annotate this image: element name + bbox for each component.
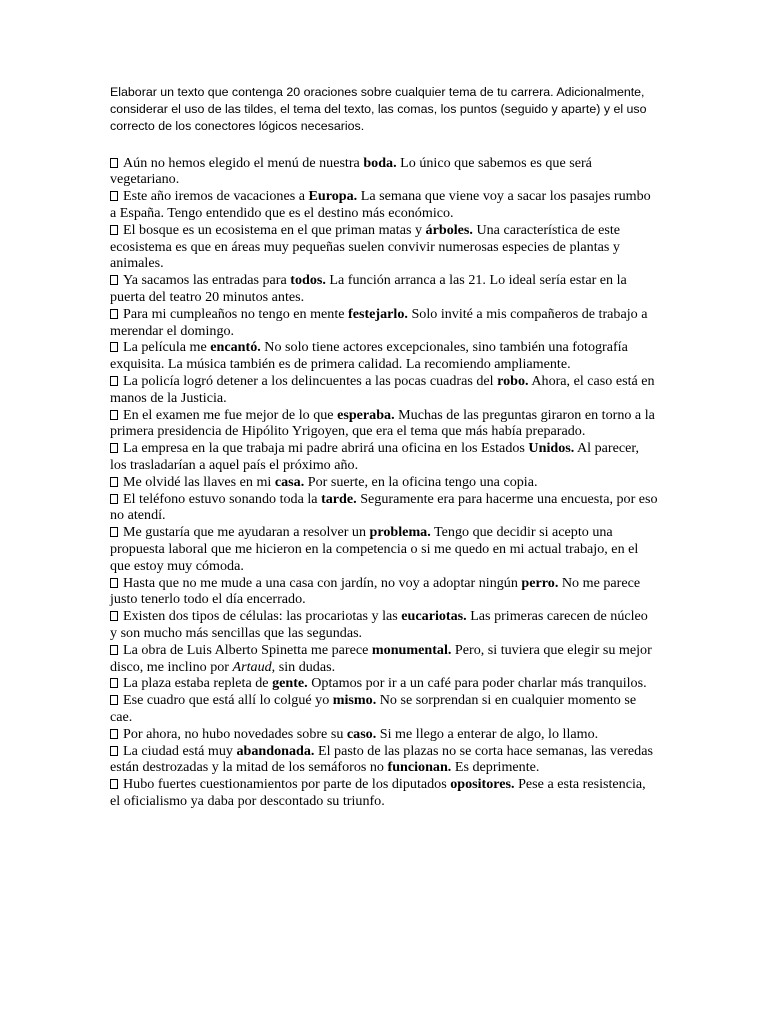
sentence-text: Este año iremos de vacaciones a (123, 188, 309, 205)
sentence-text: La policía logró detener a los delincuentes a las pocas cuadras del (123, 372, 498, 389)
keyword: tarde. (321, 490, 357, 507)
sentence-text: Tengo que decidir si acepto una propuesta laboral que me hicieron en la competencia o si me quedo en mi actual trabajo, en el que estoy muy cómoda. (110, 524, 639, 574)
keyword: eucariotas. (401, 608, 467, 625)
sentence-item (110, 692, 658, 726)
instructions-paragraph: Elaborar un texto que contenga 20 oraciones sobre cualquier tema de tu carrera. Adicionalmente, considerar el uso de las tildes, el tema del texto, las comas, los puntos (seguido y aparte) y el uso correcto de los conectores lógicos necesarios. (110, 85, 647, 134)
missing-glyph-icon (110, 410, 118, 420)
sentence-item (110, 407, 658, 441)
keyword: caso. (346, 725, 377, 742)
sentence-text: Ahora, el caso está en manos de la Justicia. (110, 372, 655, 406)
missing-glyph-icon (110, 494, 118, 504)
keyword: mismo. (332, 692, 377, 709)
missing-glyph-icon (110, 729, 118, 739)
sentence-item (110, 306, 658, 340)
sentence-text: Ya sacamos las entradas para (123, 272, 291, 289)
sentence-item (110, 524, 658, 574)
sentence-text: Pese a esta resistencia, el oficialismo ya daba por descontado su triunfo. (110, 776, 646, 809)
sentence-text: Una característica de este ecosistema es que en áreas muy pequeñas suelen convivir numerosas especies de plantas y animales. (110, 221, 621, 272)
keyword: todos. (290, 272, 326, 289)
sentence-list (110, 155, 658, 810)
sentence-text: Pero, si tuviera que elegir su mejor disco, me inclino por (110, 641, 652, 675)
sentence-text: Optamos por ir a un café para poder charlar más tranquilos. (307, 675, 647, 692)
sentence-item (110, 608, 658, 642)
keyword: problema. (369, 524, 431, 541)
sentence-item (110, 339, 658, 373)
sentence-text: Solo invité a mis compañeros de trabajo a merendar el domingo. (110, 305, 648, 339)
keyword: monumental. (371, 641, 452, 658)
keyword: perro. (521, 574, 559, 591)
sentence-item (110, 642, 658, 676)
keyword: árboles. (425, 221, 473, 238)
keyword: abandonada. (236, 742, 315, 759)
keyword: Europa. (308, 188, 358, 205)
keyword: Unidos. (528, 440, 575, 457)
sentence-item (110, 743, 658, 777)
sentence-text: Las primeras carecen de núcleo y son mucho más sencillas que las segundas. (110, 608, 648, 641)
sentence-text: Aún no hemos elegido el menú de nuestra (123, 154, 364, 171)
sentence-item (110, 776, 658, 810)
sentence-text: La plaza estaba repleta de (123, 675, 273, 692)
sentence-text: Lo único que sabemos es que será vegetariano. (110, 154, 592, 188)
sentence-item (110, 155, 658, 189)
missing-glyph-icon (110, 477, 118, 487)
sentence-text: No solo tiene actores excepcionales, sino también una fotografía exquisita. La música también es de primera calidad. La recomiendo ampliamente. (110, 339, 628, 373)
sentence-item (110, 440, 658, 474)
keyword: casa. (274, 473, 305, 490)
sentence-text: Si me llego a enterar de algo, lo llamo. (376, 725, 599, 742)
missing-glyph-icon (110, 158, 118, 168)
sentence-text: En el examen me fue mejor de lo que (123, 406, 338, 423)
sentence-item (110, 726, 658, 743)
sentence-text: No me parece justo tenerlo todo el día encerrado. (110, 574, 641, 608)
sentence-text: Hubo fuertes cuestionamientos por parte de los diputados (123, 776, 451, 793)
missing-glyph-icon (110, 342, 118, 352)
missing-glyph-icon (110, 275, 118, 285)
sentence-text: Para mi cumpleaños no tengo en mente (123, 305, 349, 322)
sentence-item (110, 373, 658, 407)
missing-glyph-icon (110, 779, 118, 789)
sentence-item (110, 491, 658, 525)
sentence-item (110, 675, 658, 692)
sentence-item (110, 272, 658, 306)
document-page (110, 84, 658, 810)
sentence-text: , sin dudas. (271, 658, 336, 675)
sentence-text: Por ahora, no hubo novedades sobre su (123, 725, 347, 742)
sentence-text: Muchas de las preguntas giraron en torno a la primera presidencia de Hipólito Yrigoyen, que era el tema que más había preparado. (110, 406, 655, 440)
sentence-text: La función arranca a las 21. Lo ideal sería estar en la puerta del teatro 20 minutos antes. (110, 272, 627, 305)
sentence-text: El bosque es un ecosistema en el que priman matas y (123, 221, 426, 238)
sentence-text: La ciudad está muy (123, 742, 237, 759)
missing-glyph-icon (110, 225, 118, 235)
missing-glyph-icon (110, 443, 118, 453)
keyword: encantó. (210, 339, 261, 356)
sentence-item (110, 222, 658, 272)
missing-glyph-icon (110, 191, 118, 201)
sentence-text: Ese cuadro que está allí lo colgué yo (123, 692, 333, 709)
missing-glyph-icon (110, 578, 118, 588)
missing-glyph-icon (110, 645, 118, 655)
sentence-text: Hasta que no me mude a una casa con jardín, no voy a adoptar ningún (123, 574, 522, 591)
sentence-text: Seguramente era para hacerme una encuesta, por eso no atendí. (110, 490, 658, 524)
italic-title: Artaud (232, 658, 272, 675)
keyword: esperaba. (337, 406, 395, 423)
sentence-text: Es deprimente. (451, 759, 540, 776)
sentence-text: Me olvidé las llaves en mi (123, 473, 275, 490)
keyword: festejarlo. (348, 305, 408, 322)
sentence-text: Me gustaría que me ayudaran a resolver un (123, 524, 370, 541)
sentence-text: La semana que viene voy a sacar los pasajes rumbo a España. Tengo entendido que es el destino más económico. (110, 188, 651, 221)
missing-glyph-icon (110, 678, 118, 688)
sentence-text: Por suerte, en la oficina tengo una copia. (304, 473, 538, 490)
sentence-text: No se sorprendan si en cualquier momento se cae. (110, 692, 637, 725)
missing-glyph-icon (110, 611, 118, 621)
sentence-item (110, 474, 658, 491)
missing-glyph-icon (110, 746, 118, 756)
missing-glyph-icon (110, 309, 118, 319)
missing-glyph-icon (110, 376, 118, 386)
keyword: funcionan. (387, 759, 452, 776)
missing-glyph-icon (110, 695, 118, 705)
sentence-text: La obra de Luis Alberto Spinetta me parece (123, 641, 372, 658)
keyword: robo. (497, 372, 529, 389)
missing-glyph-icon (110, 527, 118, 537)
sentence-text: La película me (123, 339, 211, 356)
keyword: gente. (272, 675, 308, 692)
sentence-text: La empresa en la que trabaja mi padre abrirá una oficina en los Estados (123, 440, 529, 457)
sentence-text: Al parecer, los trasladarían a aquel país el próximo año. (110, 440, 640, 473)
sentence-item (110, 575, 658, 609)
sentence-text: El pasto de las plazas no se corta hace semanas, las veredas están destrozadas y la mitad de los semáforos no (110, 742, 653, 776)
keyword: opositores. (450, 776, 515, 793)
sentence-text: Existen dos tipos de células: las procariotas y las (123, 608, 402, 625)
sentence-text: El teléfono estuvo sonando toda la (123, 490, 322, 507)
sentence-item (110, 188, 658, 222)
keyword: boda. (363, 154, 397, 171)
